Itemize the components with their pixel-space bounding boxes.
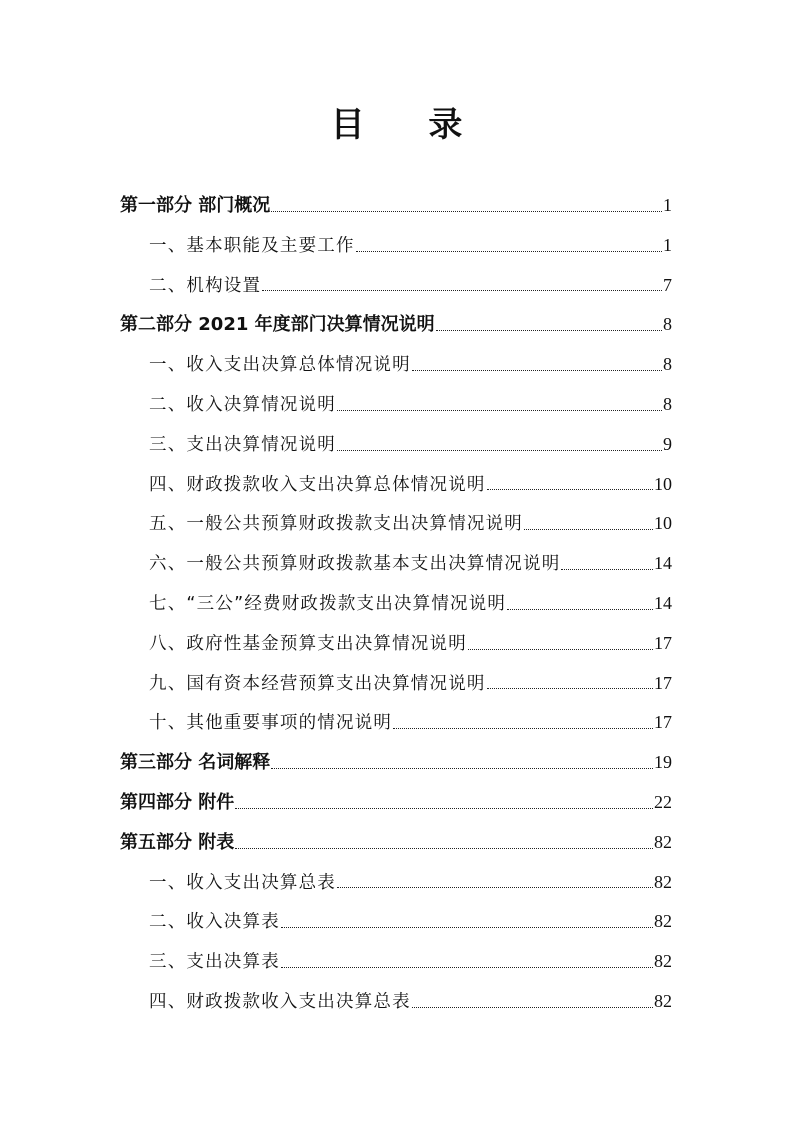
toc-section-entry[interactable] — [120, 584, 672, 624]
dot-leader — [337, 409, 662, 411]
toc-entry-label: 二、机构设置 — [149, 275, 262, 296]
toc-entry-label: 二、收入决算表 — [149, 912, 280, 933]
dot-leader — [235, 847, 653, 849]
dot-leader — [487, 687, 653, 689]
table-of-contents — [120, 186, 672, 1022]
toc-page-number: 8 — [663, 314, 672, 335]
toc-entry-label: 五、一般公共预算财政拨款支出决算情况说明 — [149, 514, 523, 535]
toc-section-entry[interactable] — [120, 425, 672, 465]
dot-leader — [507, 608, 653, 610]
toc-section-entry[interactable] — [120, 902, 672, 942]
toc-page-number: 14 — [654, 592, 672, 613]
toc-page-number: 82 — [654, 951, 672, 972]
toc-section-entry[interactable] — [120, 703, 672, 743]
toc-entry-label: 七、“三公”经费财政拨款支出决算情况说明 — [149, 593, 507, 614]
toc-page-number: 14 — [654, 553, 672, 574]
dot-leader — [561, 568, 653, 570]
toc-page-number: 1 — [663, 195, 672, 215]
dot-leader — [412, 369, 662, 371]
toc-entry-label: 三、支出决算情况说明 — [149, 434, 336, 455]
toc-section-entry[interactable] — [120, 266, 672, 306]
toc-entry-label: 一、收入支出决算总表 — [149, 872, 336, 893]
toc-section-entry[interactable] — [120, 345, 672, 385]
dot-leader — [524, 528, 653, 530]
toc-entry-label: 八、政府性基金预算支出决算情况说明 — [149, 633, 467, 654]
dot-leader — [262, 289, 662, 291]
toc-page-number: 10 — [654, 513, 672, 534]
toc-entry-label: 一、收入支出决算总体情况说明 — [149, 355, 411, 376]
toc-entry-label: 第二部分 2021 年度部门决算情况说明 — [120, 314, 435, 336]
toc-section-entry[interactable] — [120, 982, 672, 1022]
toc-page-number: 1 — [663, 234, 672, 255]
toc-page-number: 17 — [654, 712, 672, 733]
toc-page-number: 9 — [663, 433, 672, 454]
toc-part-entry[interactable] — [120, 743, 672, 783]
dot-leader — [356, 250, 662, 252]
toc-page-number: 17 — [654, 672, 672, 693]
toc-part-entry[interactable] — [120, 186, 672, 226]
toc-entry-label: 第四部分 附件 — [120, 791, 235, 813]
toc-section-entry[interactable] — [120, 385, 672, 425]
toc-entry-label: 第五部分 附表 — [120, 831, 235, 853]
toc-entry-label: 三、支出决算表 — [149, 952, 280, 973]
toc-entry-label: 一、基本职能及主要工作 — [149, 235, 355, 256]
toc-entry-label: 四、财政拨款收入支出决算总表 — [149, 991, 411, 1012]
toc-page-number: 22 — [654, 791, 672, 812]
dot-leader — [436, 329, 662, 331]
toc-page-number: 82 — [654, 831, 672, 852]
toc-section-entry[interactable] — [120, 465, 672, 505]
dot-leader — [281, 966, 653, 968]
dot-leader — [281, 926, 653, 928]
dot-leader — [235, 807, 653, 809]
toc-section-entry[interactable] — [120, 226, 672, 266]
dot-leader — [468, 648, 653, 650]
toc-section-entry[interactable] — [120, 504, 672, 544]
dot-leader — [337, 449, 662, 451]
toc-section-entry[interactable] — [120, 624, 672, 664]
toc-page-number: 82 — [654, 990, 672, 1011]
dot-leader — [487, 488, 653, 490]
dot-leader — [337, 886, 653, 888]
toc-section-entry[interactable] — [120, 863, 672, 903]
toc-part-entry[interactable] — [120, 783, 672, 823]
dot-leader — [271, 767, 653, 769]
dot-leader — [412, 1006, 653, 1008]
toc-entry-label: 第一部分 部门概况 — [120, 195, 271, 216]
toc-section-entry[interactable] — [120, 942, 672, 982]
toc-page-number: 19 — [654, 752, 672, 773]
toc-entry-label: 第三部分 名词解释 — [120, 752, 271, 774]
toc-page-number: 10 — [654, 473, 672, 494]
toc-page-number: 8 — [663, 393, 672, 414]
toc-part-entry[interactable] — [120, 305, 672, 345]
toc-page-number: 8 — [663, 354, 672, 375]
toc-page-number: 82 — [654, 871, 672, 892]
toc-section-entry[interactable] — [120, 544, 672, 584]
toc-page-number: 82 — [654, 911, 672, 932]
toc-entry-label: 四、财政拨款收入支出决算总体情况说明 — [149, 474, 486, 495]
toc-entry-label: 六、一般公共预算财政拨款基本支出决算情况说明 — [149, 554, 561, 575]
toc-entry-label: 十、其他重要事项的情况说明 — [149, 713, 393, 734]
toc-part-entry[interactable] — [120, 823, 672, 863]
dot-leader — [271, 210, 662, 212]
toc-page-number: 17 — [654, 632, 672, 653]
toc-section-entry[interactable] — [120, 664, 672, 704]
toc-page-number: 7 — [663, 274, 672, 295]
dot-leader — [393, 727, 653, 729]
toc-entry-label: 九、国有资本经营预算支出决算情况说明 — [149, 673, 486, 694]
toc-entry-label: 二、收入决算情况说明 — [149, 394, 336, 415]
page-title: 目 录 — [330, 105, 489, 145]
